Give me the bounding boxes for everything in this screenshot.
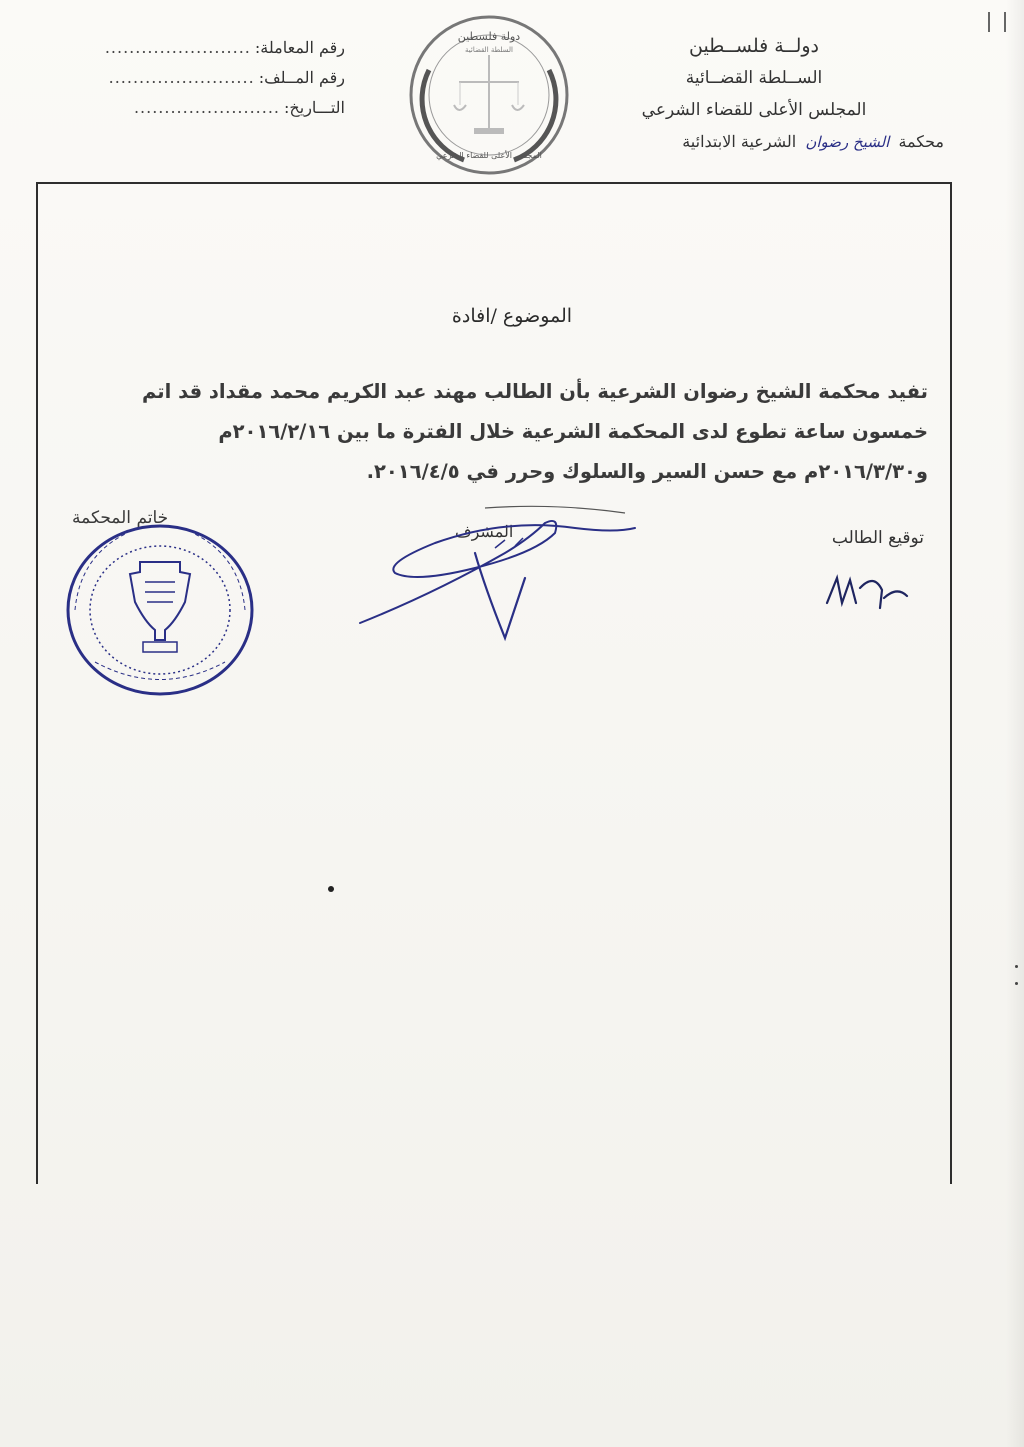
emblem-top-text: دولة فلسطين bbox=[457, 30, 521, 43]
date-label: التـــاريخ: bbox=[284, 98, 345, 117]
supervisor-signature-label: المشرف bbox=[455, 522, 514, 541]
body-line-1: تفيد محكمة الشيخ رضوان الشرعية بأن الطالب مهند عبد الكريم محمد مقداد قد اتم bbox=[141, 380, 928, 403]
header-court-name bbox=[574, 126, 944, 158]
header-authority-name: الســلطة القضــائية bbox=[685, 68, 823, 88]
header-council-name: المجلس الأعلى للقضاء الشرعي bbox=[641, 100, 867, 120]
judiciary-emblem-icon bbox=[404, 10, 574, 180]
header-state-name: دولــة فلســطين bbox=[688, 35, 820, 57]
court-prefix: محكمة bbox=[898, 132, 944, 151]
header-reference-block bbox=[55, 38, 345, 128]
ink-dot bbox=[328, 886, 334, 892]
court-seal-stamp bbox=[55, 512, 265, 702]
court-suffix: الشرعية الابتدائية bbox=[682, 132, 797, 151]
edge-speck bbox=[1015, 965, 1018, 968]
date-field: ........................ bbox=[133, 98, 281, 117]
date-row bbox=[55, 98, 345, 128]
transaction-number-row bbox=[55, 38, 345, 68]
student-signature bbox=[822, 568, 912, 618]
transaction-number-label: رقم المعاملة: bbox=[254, 38, 345, 57]
page-edge-shadow bbox=[1006, 0, 1024, 1447]
file-number-label: رقم المــلف: bbox=[258, 68, 345, 87]
stamp-label: خاتم المحكمة bbox=[72, 508, 169, 528]
body-line-3: و٢٠١٦/٣/٣٠م مع حسن السير والسلوك وحرر في ٢٠١٦/٤/٥. bbox=[366, 460, 928, 483]
certificate-body bbox=[60, 372, 928, 492]
emblem-bottom-text: المجلس الأعلى للقضاء الشرعي bbox=[436, 151, 542, 160]
header-institution-block bbox=[574, 30, 944, 158]
court-handwritten-name: الشيخ رضوان bbox=[805, 133, 890, 151]
edge-speck bbox=[1015, 982, 1018, 985]
emblem-sub-text: السلطة القضائية bbox=[465, 46, 513, 54]
body-line-2: خمسون ساعة تطوع لدى المحكمة الشرعية خلال الفترة ما بين ٢٠١٦/٢/١٦م bbox=[218, 420, 928, 443]
transaction-number-field: ........................ bbox=[104, 38, 251, 57]
staple-mark bbox=[988, 12, 1006, 32]
file-number-row bbox=[55, 68, 345, 98]
student-signature-label: توقيع الطالب bbox=[831, 528, 924, 548]
file-number-field: ........................ bbox=[108, 68, 255, 87]
subject-line: الموضوع /افادة bbox=[451, 305, 573, 327]
supervisor-signature bbox=[355, 498, 645, 658]
